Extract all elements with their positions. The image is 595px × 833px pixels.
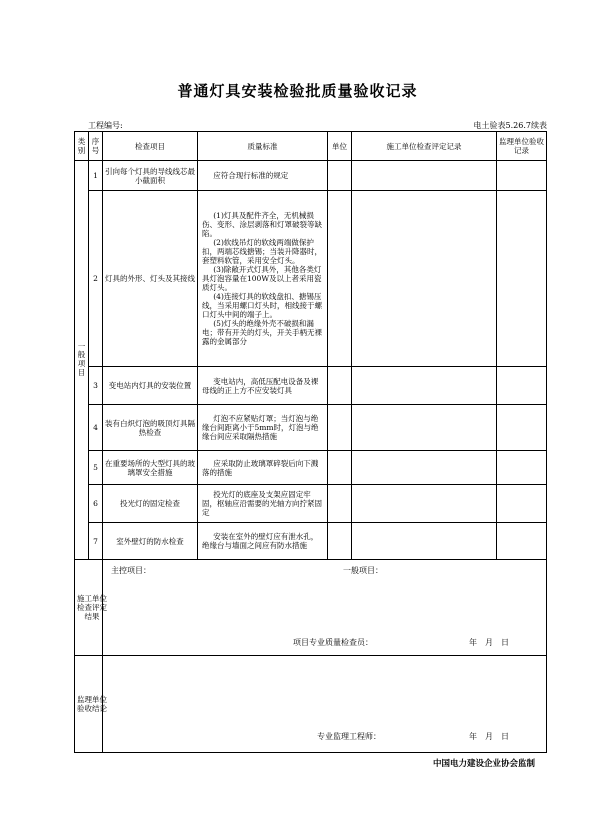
row-unit[interactable] [328, 523, 352, 560]
col-supervisor-record: 监理单位验收记录 [497, 132, 547, 161]
table-row [75, 523, 547, 560]
row-no: 2 [89, 191, 103, 367]
table-row [75, 367, 547, 405]
supervisor-conclusion-label: 监理单位验收结论 [75, 656, 103, 753]
supervisor-date: 年 月 日 [469, 732, 509, 741]
supervisor-conclusion-box[interactable] [103, 656, 547, 753]
table-row [75, 405, 547, 451]
supervising-engineer-label: 专业监理工程师： [317, 732, 381, 741]
form-code: 电土验表5.26.7续表 [473, 121, 547, 130]
contractor-result-row [75, 560, 547, 656]
row-no: 4 [89, 405, 103, 451]
footer-issuer: 中国电力建设企业协会监制 [432, 759, 535, 769]
row-supervisor-record[interactable] [497, 485, 547, 523]
row-unit[interactable] [328, 191, 352, 367]
col-category: 类别 [75, 132, 89, 161]
table-row [75, 191, 547, 367]
form-title: 普通灯具安装检验批质量验收记录 [177, 82, 418, 100]
row-contractor-record[interactable] [352, 405, 497, 451]
row-unit[interactable] [328, 161, 352, 191]
row-unit[interactable] [328, 451, 352, 485]
table-row [75, 485, 547, 523]
row-contractor-record[interactable] [352, 367, 497, 405]
row-supervisor-record[interactable] [497, 523, 547, 560]
row-no: 3 [89, 367, 103, 405]
row-supervisor-record[interactable] [497, 451, 547, 485]
row-standard: 应采取防止玻璃罩碎裂后向下溅落的措施 [198, 451, 328, 485]
row-item: 室外壁灯的防水检查 [103, 523, 198, 560]
supervisor-conclusion-row [75, 656, 547, 753]
row-no: 1 [89, 161, 103, 191]
row-standard: 应符合现行标准的规定 [198, 161, 328, 191]
contractor-date: 年 月 日 [469, 638, 509, 647]
col-contractor-record: 施工单位检查评定记录 [352, 132, 497, 161]
col-standard: 质量标准 [198, 132, 328, 161]
row-standard: 安装在室外的壁灯应有泄水孔，绝缘台与墙面之间应有防水措施 [198, 523, 328, 560]
row-standard: (1)灯具及配件齐全，无机械损伤、变形、涂层剥落和灯罩破裂等缺陷。 (2)软线吊灯的软线两端做保护扣，两端芯线搪锡；当装升降器时，套塑料软管，采用安全灯头。 (3)除敞开式灯具外，其他各类灯具灯泡容量在100W及以上者采用瓷质灯头。 (4)连接灯具的软线盘扣、搪锡压线，当采用螺口灯头时，相线接于螺口灯头中间的端子上。 (5)灯头的绝缘外壳不破损和漏电；带有开关的灯头，开关手柄无裸露的金属部分 [198, 191, 328, 367]
row-supervisor-record[interactable] [497, 191, 547, 367]
contractor-result-box[interactable] [103, 560, 547, 656]
quality-inspector-label: 项目专业质量检查员： [293, 638, 373, 647]
row-no: 5 [89, 451, 103, 485]
row-contractor-record[interactable] [352, 485, 497, 523]
row-standard: 灯泡不应紧贴灯罩；当灯泡与绝缘台间距离小于5mm时，灯泡与绝缘台间应采取隔热措施 [198, 405, 328, 451]
row-unit[interactable] [328, 485, 352, 523]
row-item: 变电站内灯具的安装位置 [103, 367, 198, 405]
row-unit[interactable] [328, 405, 352, 451]
table-header-row [75, 132, 547, 161]
col-unit: 单位 [328, 132, 352, 161]
row-no: 6 [89, 485, 103, 523]
row-supervisor-record[interactable] [497, 405, 547, 451]
row-contractor-record[interactable] [352, 451, 497, 485]
row-no: 7 [89, 523, 103, 560]
row-item: 灯具的外形、灯头及其接线 [103, 191, 198, 367]
general-items-label: 一般项目： [343, 566, 383, 575]
category-general: 一般项目 [75, 161, 89, 560]
table-row [75, 451, 547, 485]
row-supervisor-record[interactable] [497, 367, 547, 405]
main-items-label: 主控项目： [111, 566, 151, 575]
contractor-result-label: 施工单位检查评定结果 [75, 560, 103, 656]
row-standard: 变电站内，高低压配电设备及裸母线的正上方不应安装灯具 [198, 367, 328, 405]
row-item: 在重要场所的大型灯具的玻璃罩安全措施 [103, 451, 198, 485]
row-item: 装有白炽灯泡的吸顶灯具隔热检查 [103, 405, 198, 451]
row-contractor-record[interactable] [352, 191, 497, 367]
row-item: 投光灯的固定检查 [103, 485, 198, 523]
row-standard: 投光灯的底座及支架应固定牢固，枢轴应沿需要的光轴方向拧紧固定 [198, 485, 328, 523]
col-seq: 序号 [89, 132, 103, 161]
row-contractor-record[interactable] [352, 523, 497, 560]
col-item: 检查项目 [103, 132, 198, 161]
inspection-table [74, 131, 547, 753]
row-contractor-record[interactable] [352, 161, 497, 191]
row-supervisor-record[interactable] [497, 161, 547, 191]
row-unit[interactable] [328, 367, 352, 405]
table-row [75, 161, 547, 191]
project-number-label: 工程编号: [88, 121, 123, 130]
row-item: 引向每个灯具的导线线芯最小截面积 [103, 161, 198, 191]
